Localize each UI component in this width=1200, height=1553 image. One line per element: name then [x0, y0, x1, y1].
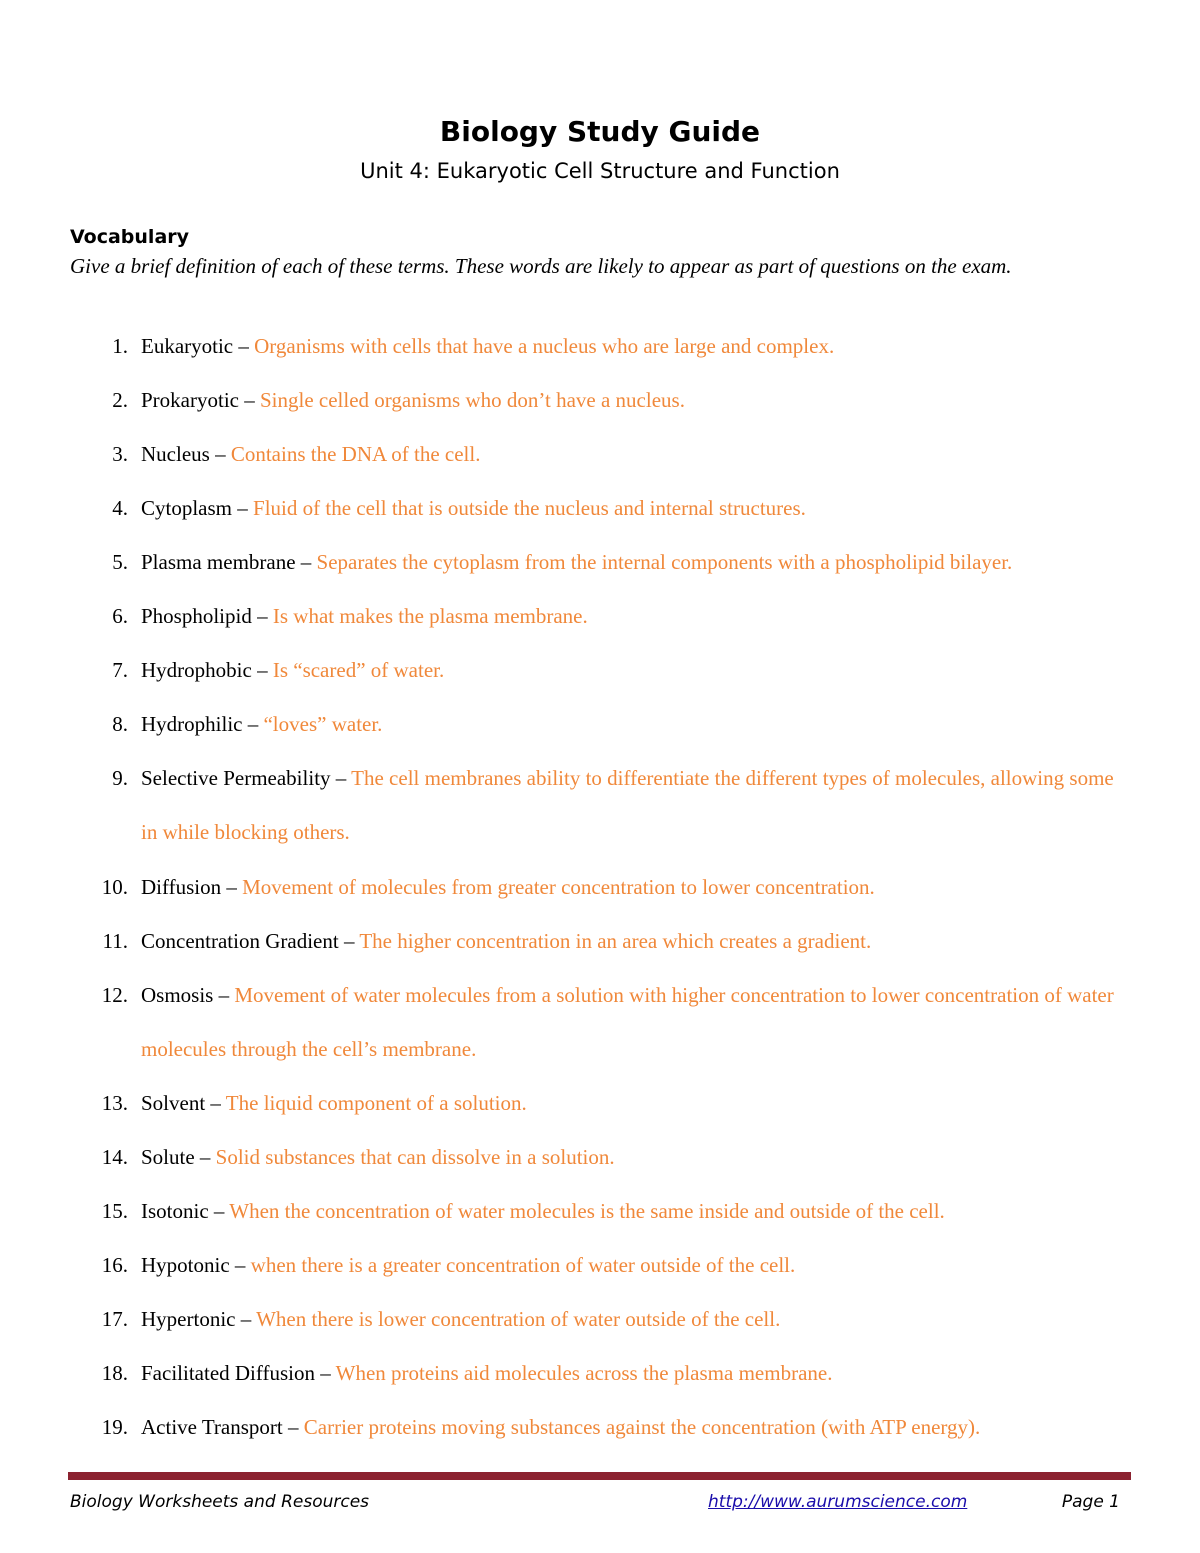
vocab-definition: Separates the cytoplasm from the internal components with a phospholipid bilayer. [316, 550, 1013, 574]
vocab-definition: The higher concentration in an area which creates a gradient. [359, 929, 872, 953]
vocab-term: Prokaryotic [141, 388, 239, 412]
vocab-term: Isotonic [141, 1199, 209, 1223]
vocab-number: 12. [101, 983, 128, 1007]
vocab-term: Nucleus [141, 442, 210, 466]
vocab-term: Diffusion [141, 875, 222, 899]
footer-link[interactable]: http://www.aurumscience.com [708, 1492, 968, 1512]
vocab-term: Selective Permeability [141, 766, 331, 790]
vocab-number: 8. [112, 712, 128, 736]
vocab-definition: when there is a greater concentration of water outside of the cell. [250, 1253, 796, 1277]
vocabulary-instructions: Give a brief definition of each of these terms. These words are likely to appear as part of questions on the exam. [70, 254, 1012, 278]
vocab-definition: The cell membranes ability to differentiate the different types of molecules, allowing some in while blocking others. [141, 766, 1114, 844]
vocab-definition: When there is lower concentration of water outside of the cell. [256, 1307, 781, 1331]
vocab-term: Hypotonic [141, 1253, 230, 1277]
vocab-definition: Is “scared” of water. [272, 658, 445, 682]
vocab-term: Solvent [141, 1091, 206, 1115]
vocab-number: 7. [112, 658, 128, 682]
vocab-number: 13. [101, 1091, 128, 1115]
vocab-definition: When proteins aid molecules across the plasma membrane. [335, 1361, 833, 1385]
vocab-number: 19. [101, 1415, 128, 1439]
page-footer [70, 1488, 1130, 1516]
vocab-number: 14. [101, 1145, 128, 1169]
vocab-definition: Movement of molecules from greater concentration to lower concentration. [242, 875, 875, 899]
vocab-definition: Fluid of the cell that is outside the nucleus and internal structures. [253, 496, 806, 520]
vocab-number: 1. [112, 334, 128, 358]
vocab-definition: Contains the DNA of the cell. [230, 442, 481, 466]
vocab-definition: Single celled organisms who don’t have a nucleus. [259, 388, 685, 412]
vocab-definition: Solid substances that can dissolve in a solution. [215, 1145, 615, 1169]
vocab-definition: When the concentration of water molecules is the same inside and outside of the cell. [229, 1199, 945, 1223]
vocab-term: Solute [141, 1145, 195, 1169]
vocab-term: Phospholipid [141, 604, 252, 628]
vocab-term: Eukaryotic [141, 334, 234, 358]
vocab-term: Concentration Gradient [141, 929, 339, 953]
vocab-number: 16. [101, 1253, 128, 1277]
vocab-number: 2. [112, 388, 128, 412]
vocab-number: 9. [112, 766, 128, 790]
footer-rule [68, 1472, 1131, 1480]
vocab-number: 6. [112, 604, 128, 628]
vocab-term: Hydrophobic [141, 658, 252, 682]
vocab-term: Cytoplasm [141, 496, 233, 520]
vocab-definition: Movement of water molecules from a solution with higher concentration to lower concentration of water molecules through the cell’s membrane. [141, 983, 1114, 1061]
vocab-definition: “loves” water. [263, 712, 383, 736]
vocab-number: 18. [101, 1361, 128, 1385]
vocab-term: Active Transport [141, 1415, 283, 1439]
vocab-definition: Carrier proteins moving substances against the concentration (with ATP energy). [303, 1415, 981, 1439]
vocab-term: Plasma membrane [141, 550, 296, 574]
vocab-number: 5. [112, 550, 128, 574]
vocab-definition: Is what makes the plasma membrane. [272, 604, 588, 628]
vocab-term: Osmosis [141, 983, 214, 1007]
page-subtitle: Unit 4: Eukaryotic Cell Structure and Function [360, 159, 840, 183]
vocab-number: 4. [112, 496, 128, 520]
vocab-term: Hypertonic [141, 1307, 236, 1331]
vocab-number: 17. [101, 1307, 128, 1331]
vocab-number: 3. [112, 442, 128, 466]
vocab-number: 15. [101, 1199, 128, 1223]
vocab-number: 10. [101, 875, 128, 899]
section-heading-vocabulary: Vocabulary [70, 226, 190, 248]
vocab-term: Facilitated Diffusion [141, 1361, 315, 1385]
footer-source: Biology Worksheets and Resources [70, 1492, 370, 1512]
vocab-definition: The liquid component of a solution. [225, 1091, 527, 1115]
vocab-definition: Organisms with cells that have a nucleus who are large and complex. [254, 334, 835, 358]
page-title: Biology Study Guide [439, 115, 761, 148]
footer-page-number: Page 1 [1061, 1492, 1120, 1512]
vocab-term: Hydrophilic [141, 712, 243, 736]
vocab-number: 11. [102, 929, 128, 953]
vocabulary-list: 1. Eukaryotic – Organisms with cells that have a nucleus who are large and complex. 2. Prokaryotic – Single celled organisms who don’t have a nucleus. 3. Nucleus – Contains the DNA of the cell. 4. Cytoplasm – Fluid of the cell that is outside the nucleus and internal structures. 5. Plasma membrane – Separates the cytoplasm from the internal components with a phospholipid bilayer. 6. Phospholipid – Is what makes the plasma membrane. 7. Hydrophobic – Is “scared” of water. 8. Hydrophilic – “loves” water. 9. Selective Permeability – The cell membranes ability to differentiate the different types of molecules, allowing some in while blocking others. 10. Diffusion – Movement of molecules from greater concentration to lower concentration. 11. Concentration Gradient – The higher concentration in an area which creates a gradient. 12. Osmosis – Movement of water molecules from a solution with higher concentration to lower concentration of water molecules through the cell’s membrane. 13. Solvent – The liquid component of a solution. 14. Solute – Solid substances that can dissolve in a solution. 15. Isotonic – When the concentration of water molecules is the same inside and outside of the cell. 16. Hypotonic – when there is a greater concentration of water outside of the cell. 17. Hypertonic – When there is lower concentration of water outside of the cell. 18. Facilitated Diffusion – When proteins aid molecules across the plasma membrane. 19. Active Transport – Carrier proteins moving substances against the concentration (with ATP energy). [0, 0, 1200, 1460]
